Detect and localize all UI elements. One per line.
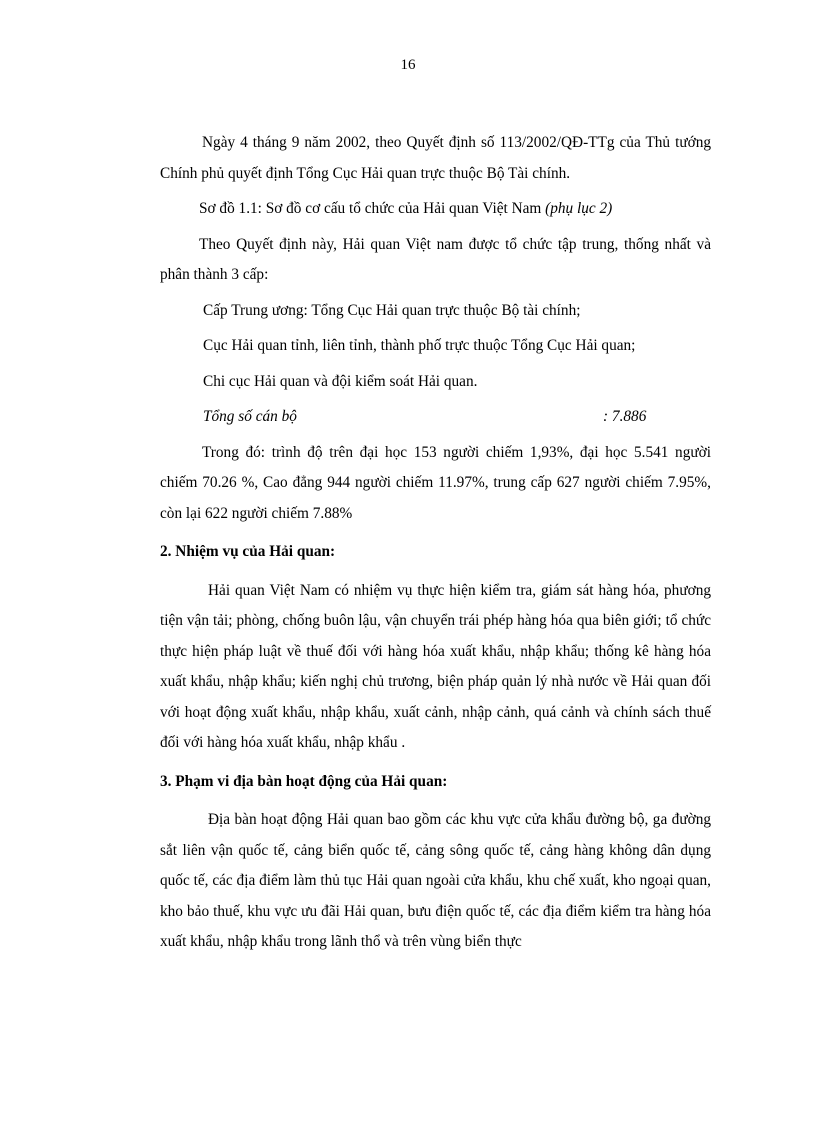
diagram-reference-appendix: (phụ lục 2) bbox=[545, 200, 613, 217]
staff-total-row bbox=[160, 402, 711, 433]
level-item-central: Cấp Trung ương: Tổng Cục Hải quan trực thuộc Bộ tài chính; bbox=[203, 301, 581, 319]
level-item-branch: Chi cục Hải quan và đội kiểm soát Hải quan. bbox=[203, 372, 478, 390]
paragraph-organization-intro: Theo Quyết định này, Hải quan Việt nam được tổ chức tập trung, thống nhất và phân thành 3 cấp: bbox=[160, 235, 711, 283]
staff-total-value: : 7.886 bbox=[603, 408, 647, 425]
staff-total-label: Tổng số cán bộ bbox=[203, 408, 297, 425]
paragraph-staff-breakdown: Trong đó: trình độ trên đại học 153 người chiếm 1,93%, đại học 5.541 người chiếm 70.26 %, Cao đẳng 944 người chiếm 11.97%, trung cấp 627 người chiếm 7.95%, còn lại 622 người chiếm 7.88% bbox=[160, 443, 711, 522]
level-item-provincial: Cục Hải quan tỉnh, liên tỉnh, thành phố trực thuộc Tổng Cục Hải quan; bbox=[203, 337, 636, 354]
section-3-body: Địa bàn hoạt động Hải quan bao gồm các khu vực cửa khẩu đường bộ, ga đường sắt liên vận quốc tế, cảng biển quốc tế, cảng sông quốc tế, cảng hàng không dân dụng quốc tế, các địa điểm làm thủ tục Hải quan ngoài cửa khẩu, khu chế xuất, kho ngoại quan, kho bảo thuế, khu vực ưu đãi Hải quan, bưu điện quốc tế, các địa điểm kiểm tra hàng hóa xuất khẩu, nhập khẩu trong lãnh thổ và trên vùng biển thực bbox=[160, 811, 711, 950]
section-2-body: Hải quan Việt Nam có nhiệm vụ thực hiện kiểm tra, giám sát hàng hóa, phương tiện vận tải; phòng, chống buôn lậu, vận chuyển trái phép hàng hóa qua biên giới; tổ chức thực hiện pháp luật về thuế đối với hàng hóa xuất khẩu, nhập khẩu; thống kê hàng hóa xuất khẩu, nhập khẩu; kiến nghị chủ trương, biện pháp quản lý nhà nước về Hải quan đối với hoạt động xuất khẩu, nhập khẩu, xuất cảnh, nhập cảnh, quá cảnh và chính sách thuế đối với hàng hóa xuất khẩu, nhập khẩu . bbox=[160, 581, 711, 751]
paragraph-diagram-reference bbox=[160, 194, 711, 225]
paragraph-decision-2002: Ngày 4 tháng 9 năm 2002, theo Quyết định số 113/2002/QĐ-TTg của Thủ tướng Chính phủ quyết định Tổng Cục Hải quan trực thuộc Bộ Tài chính. bbox=[160, 134, 711, 182]
page-content bbox=[160, 128, 711, 958]
section-2-heading: 2. Nhiệm vụ của Hải quan: bbox=[160, 543, 336, 560]
diagram-reference-text: Sơ đồ 1.1: Sơ đồ cơ cấu tổ chức của Hải quan Việt Nam bbox=[199, 200, 546, 217]
section-3-heading: 3. Phạm vi địa bàn hoạt động của Hải quan: bbox=[160, 772, 448, 790]
page-number: 16 bbox=[400, 57, 416, 73]
